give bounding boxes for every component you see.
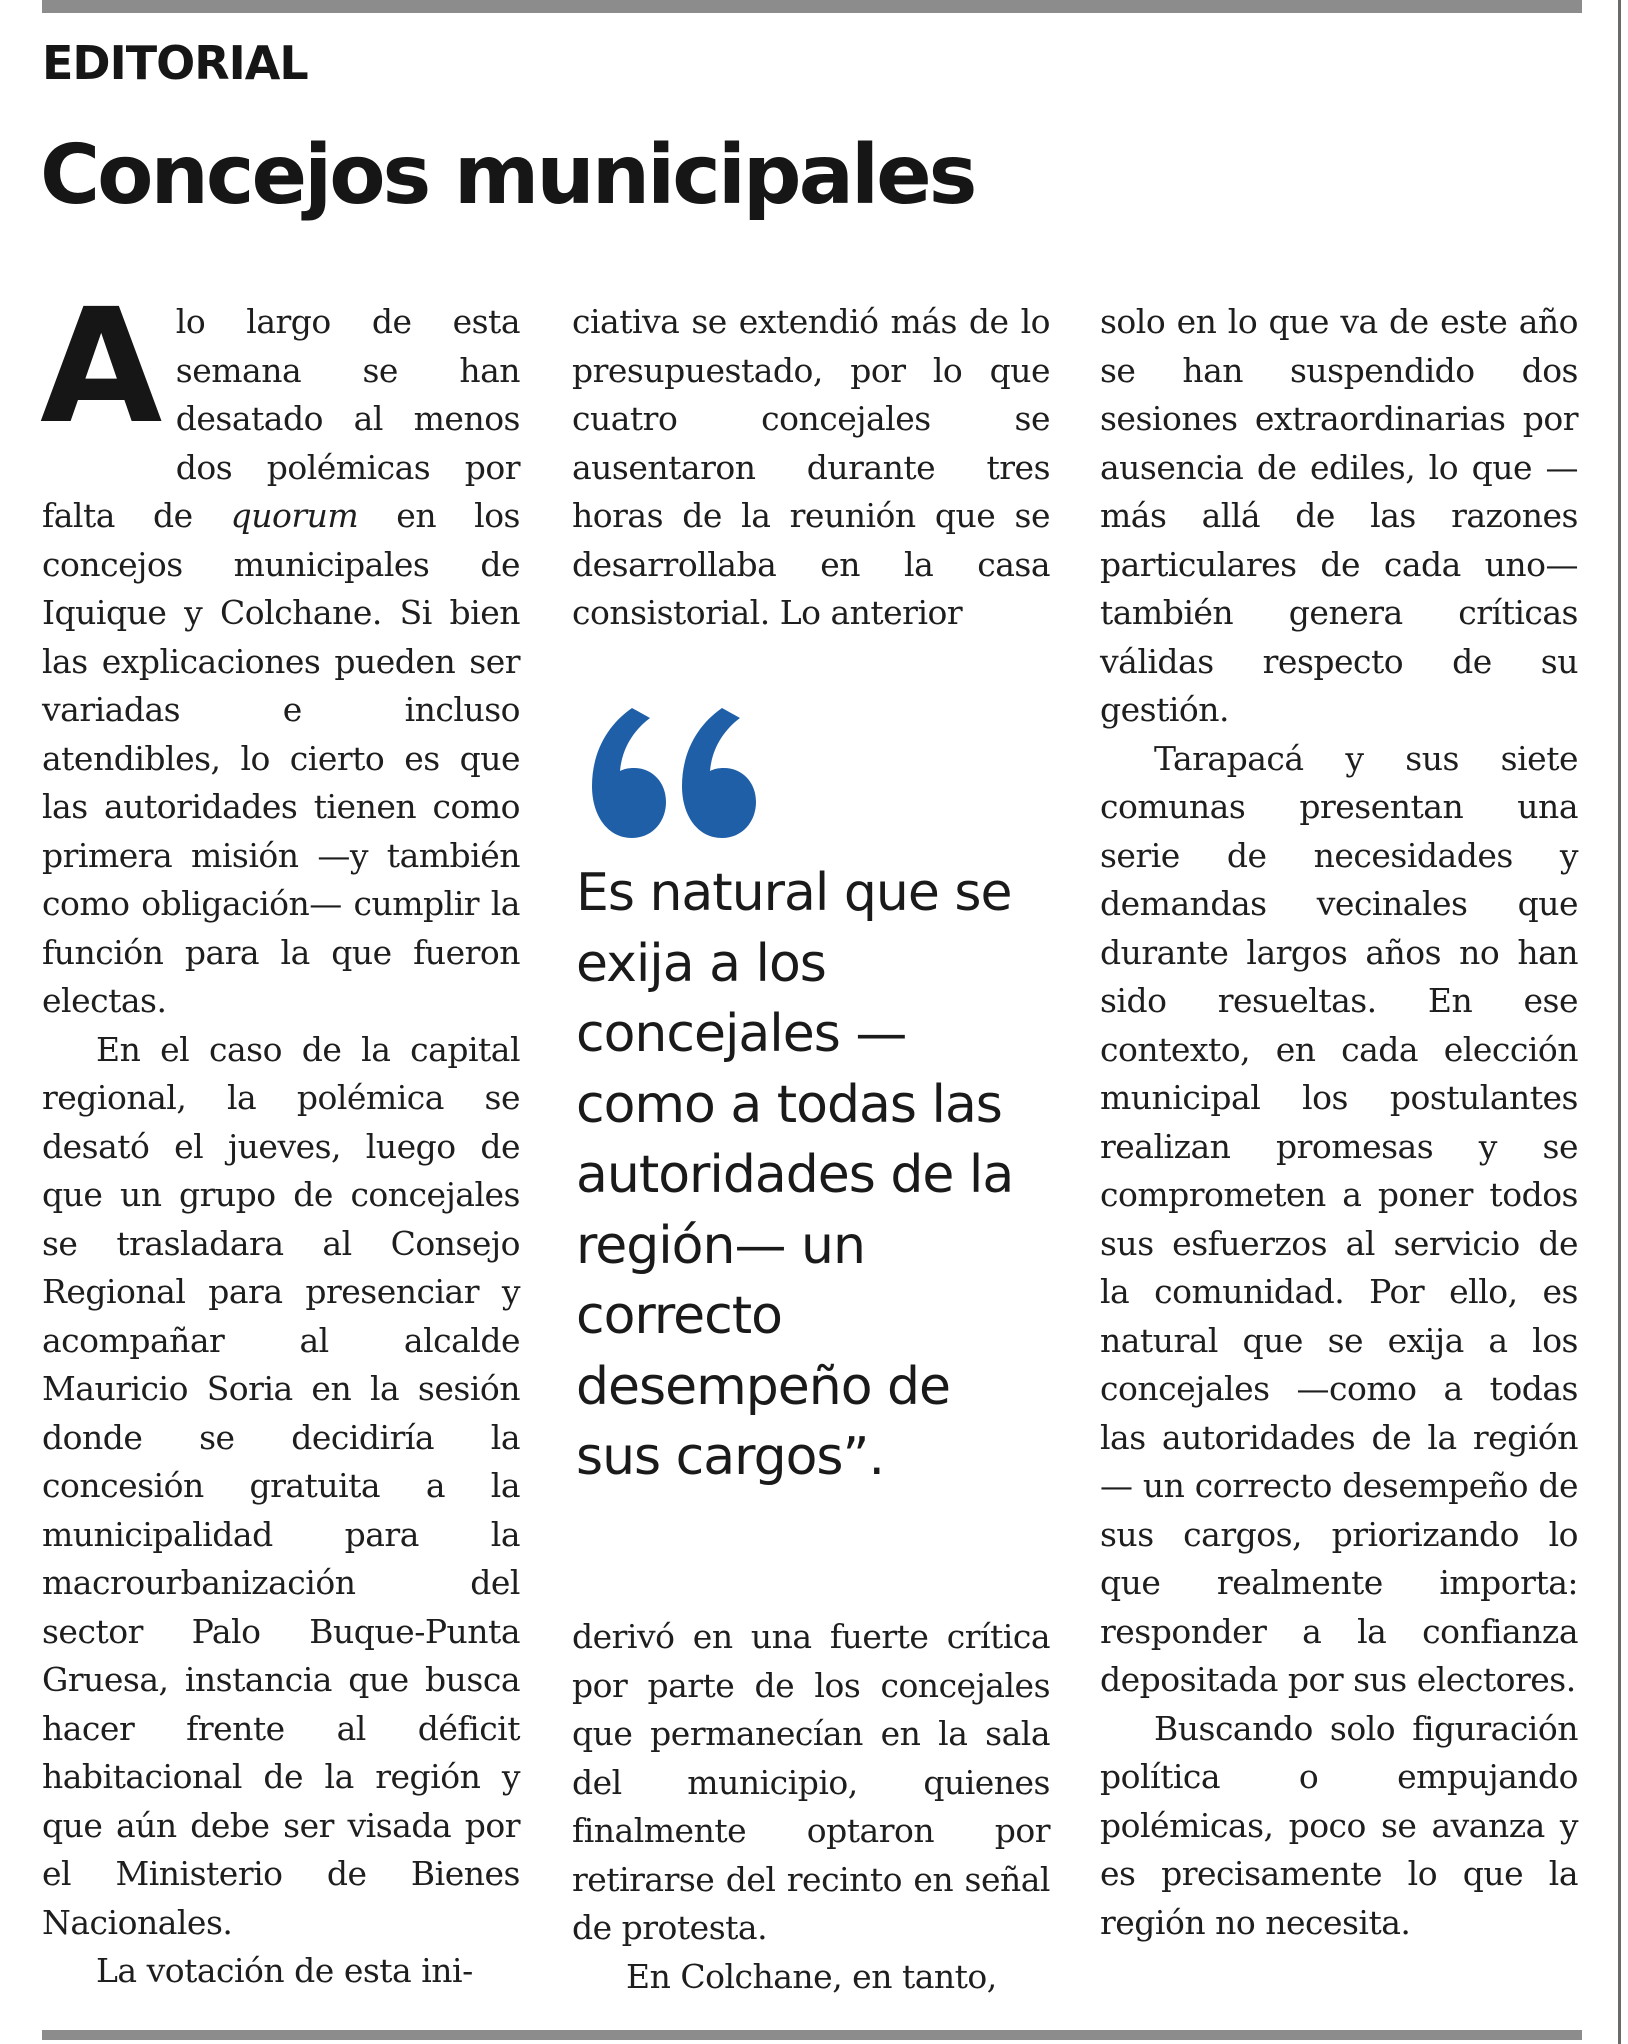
headline: Concejos municipales [40,128,975,223]
paragraph-2: En el caso de la capital regional, la polémica se desató el jueves, luego de que un grupo de concejales se trasladara al Consejo Regional para presenciar y acompañar al alcalde Mauricio Soria en la sesión donde se decidiría la concesión gratuita a la municipalidad para la macrourbanización del sector Palo Buque-Punta Gruesa, instancia que busca hacer frente al déficit habitacional de la región y que aún debe ser visada por el Ministerio de Bienes Nacionales. [42,1029,520,1942]
bottom-rule [42,2030,1582,2040]
top-rule [42,0,1582,13]
pull-quote-line: correcto [576,1286,782,1346]
paragraph-closing: Buscando solo figuración política o empujando polémicas, poco se avanza y es precisamente lo que la región no necesita. [1100,1708,1578,1942]
column-2-top [572,298,1050,638]
paragraph-1 [40,275,520,1026]
paragraph-colchane: En Colchane, en tanto, [626,1956,997,1996]
paragraph-continued: derivó en una fuerte crítica por parte de los concejales que permanecían en la sala del municipio, quienes finalmente optaron por retirarse del recinto en señal de protesta. [572,1617,1050,1947]
column-3 [1100,298,1578,1947]
paragraph-continued: ciativa se extendió más de lo presupuestado, por lo que cuatro concejales se ausentaron durante tres horas de la reunión que se desarrollaba en la casa consistorial. Lo anterior [572,302,1050,632]
pull-quote-line: sus cargos”. [576,1427,884,1487]
paragraph-3: La votación de esta ini- [96,1951,473,1990]
column-1 [40,275,520,1996]
drop-cap: A [40,275,162,459]
pull-quote-line: autoridades de la [576,1145,1014,1205]
pull-quote-line: exija a los [576,933,826,994]
paragraph-1-text: lo largo de esta semana se han desatado al menos dos polémicas por falta de quorum en los concejos municipales de Iquique y Colchane. Si bien las explicaciones pueden ser variadas e incluso atendibles, lo cierto es que las autoridades tienen como primera misión —y también como obligación— cumplir la función para la que fueron electas. [42,302,520,1020]
pull-quote-line: desempeño de [576,1356,951,1417]
pull-quote-line: región— un [576,1215,865,1276]
pull-quote-line: concejales — [576,1004,907,1064]
paragraph-continued: solo en lo que va de este año se han suspendido dos sesiones extraordinarias por ausencia de ediles, lo que —más allá de las razones particulares de cada uno— también genera críticas válidas respecto de su gestión. [1100,302,1578,729]
section-label: EDITORIAL [42,36,308,90]
pull-quote-line: como a todas las [576,1074,1002,1135]
paragraph-tarapaca: Tarapacá y sus siete comunas presentan una serie de necesidades y demandas vecinales que durante largos años no han sido resueltas. En ese contexto, en cada elección municipal los postulantes realizan promesas y se comprometen a poner todos sus esfuerzos al servicio de la comunidad. Por ello, es natural que se exija a los concejales —como a todas las autoridades de la región— un correcto desempeño de sus cargos, priorizando lo que realmente importa: responder a la confianza depositada por sus electores. [1100,738,1578,1699]
column-2-bottom [572,1613,1050,2001]
pull-quote [576,858,1066,1493]
pull-quote-line: Es natural que se [576,863,1012,923]
quotation-mark-icon [588,700,768,850]
page-edge-rule [1618,0,1621,2044]
